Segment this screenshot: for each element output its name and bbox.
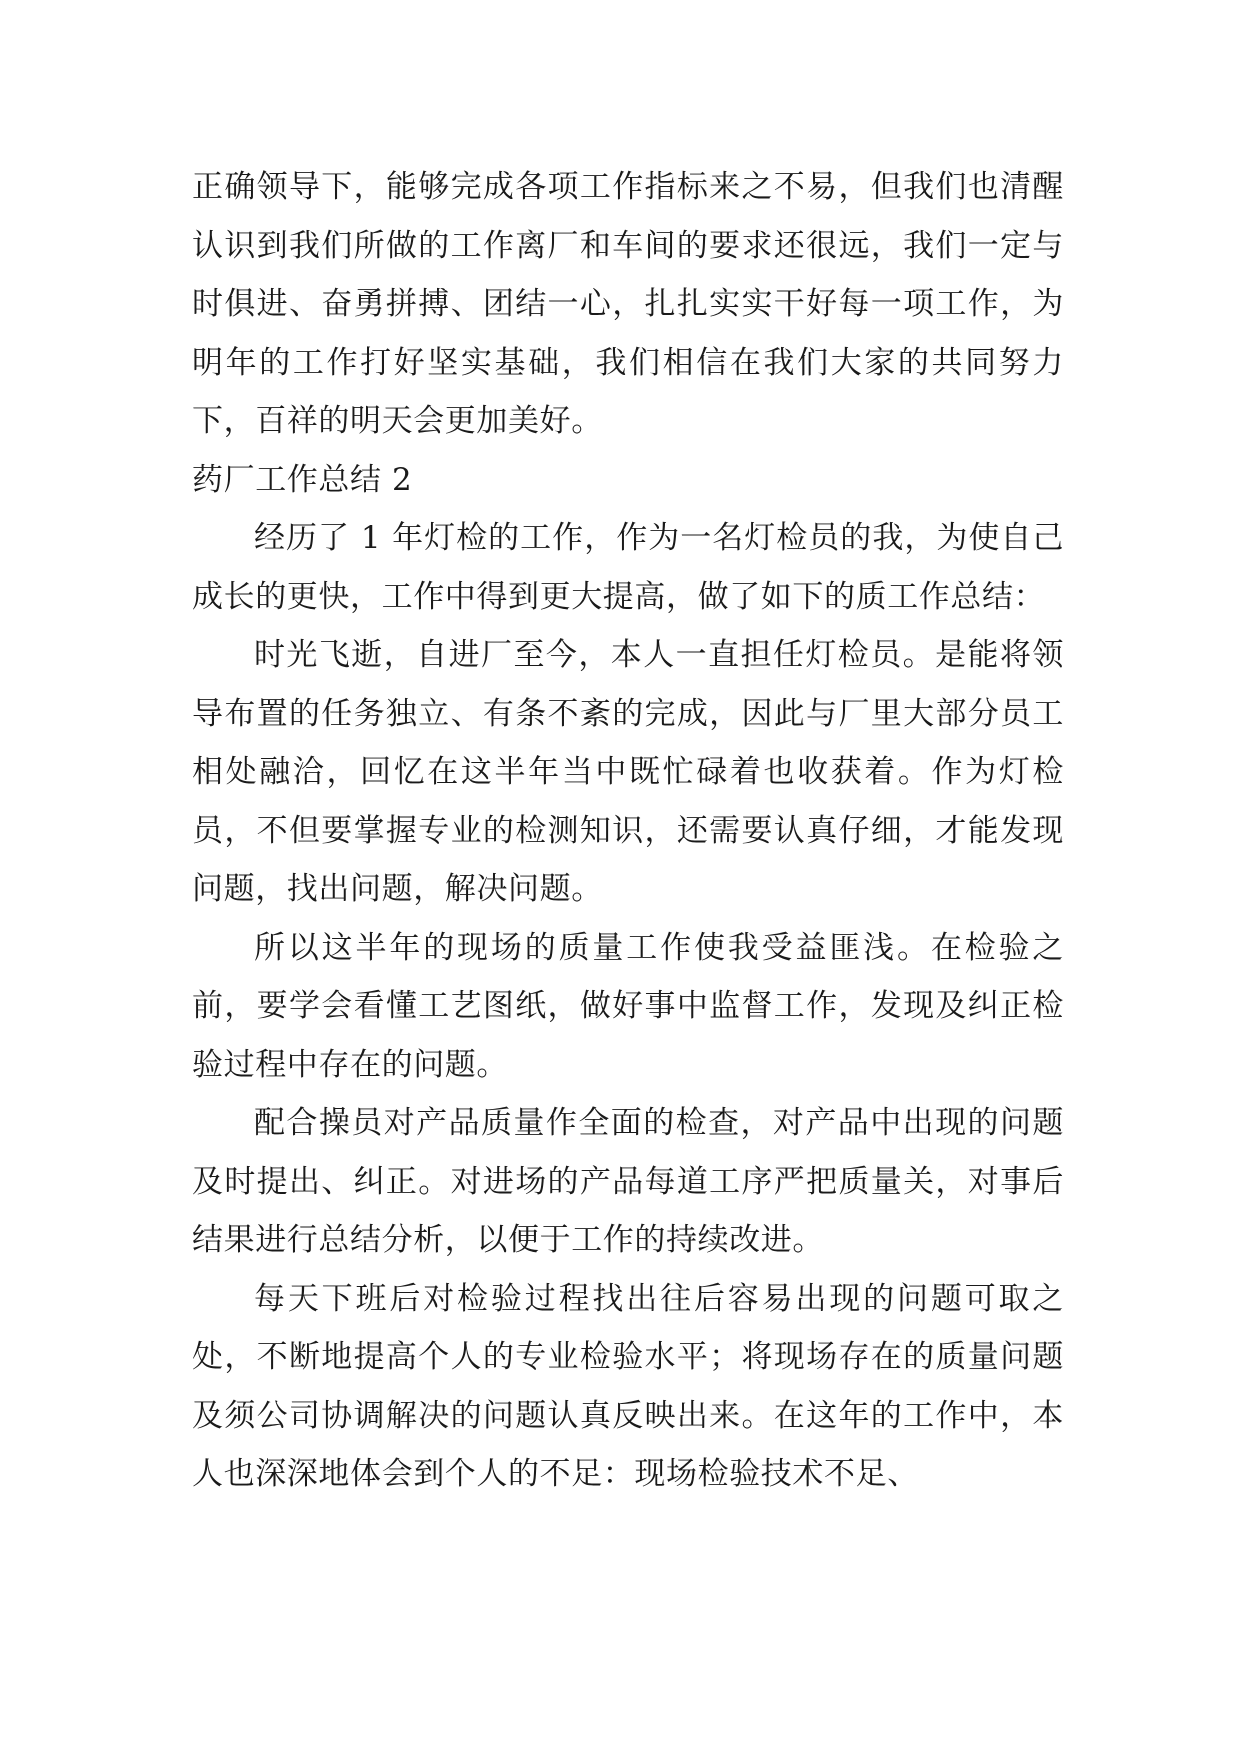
section-title: 药厂工作总结 2 (192, 461, 413, 498)
paragraph: 时光飞逝，自进厂至今，本人一直担任灯检员。是能将领导布置的任务独立、有条不紊的完成，因此与厂里大部分员工相处融洽，回忆在这半年当中既忙碌着也收获着。作为灯检员，不但要掌握专业的检测知识，还需要认真仔细，才能发现问题，找出问题，解决问题。 (192, 637, 1064, 907)
document-body (192, 158, 1064, 1504)
paragraph: 配合操员对产品质量作全面的检查，对产品中出现的问题及时提出、纠正。对进场的产品每道工序严把质量关，对事后结果进行总结分析，以便于工作的持续改进。 (192, 1105, 1064, 1258)
paragraph: 每天下班后对检验过程找出往后容易出现的问题可取之处，不断地提高个人的专业检验水平；将现场存在的质量问题及须公司协调解决的问题认真反映出来。在这年的工作中，本人也深深地体会到个人的不足：现场检验技术不足、 (192, 1280, 1064, 1492)
paragraph: 经历了 1 年灯检的工作，作为一名灯检员的我，为使自己成长的更快，工作中得到更大提高，做了如下的质工作总结： (192, 520, 1064, 615)
paragraph: 所以这半年的现场的质量工作使我受益匪浅。在检验之前，要学会看懂工艺图纸，做好事中监督工作，发现及纠正检验过程中存在的问题。 (192, 929, 1064, 1083)
intro-paragraph: 正确领导下，能够完成各项工作指标来之不易，但我们也清醒认识到我们所做的工作离厂和车间的要求还很远，我们一定与时俱进、奋勇拼搏、团结一心，扎扎实实干好每一项工作，为明年的工作打好坚实基础，我们相信在我们大家的共同努力下，百祥的明天会更加美好。 (192, 169, 1064, 439)
